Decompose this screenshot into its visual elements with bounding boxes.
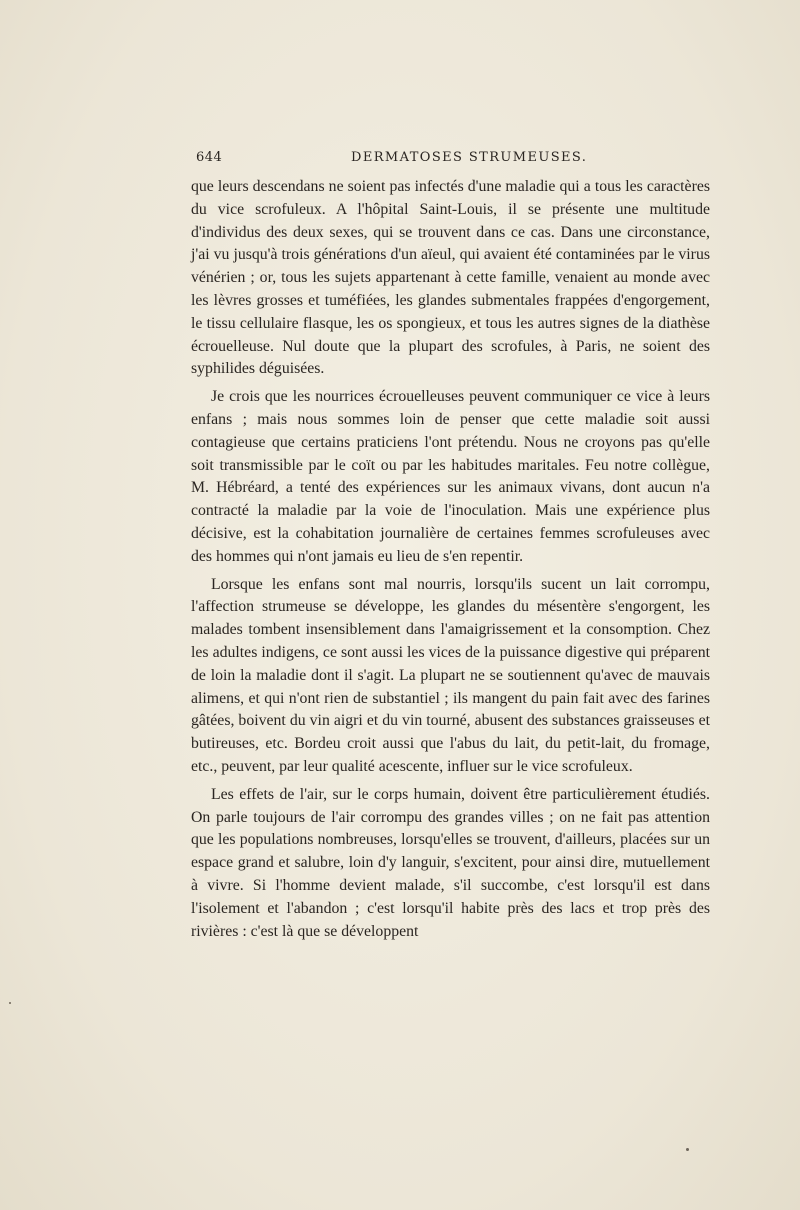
body-text: [191, 176, 710, 948]
paragraph-4: Les effets de l'air, sur le corps humain, doivent être particulièrement étudiés. On parle toujours de l'air corrompu des grandes villes ; on ne fait pas attention que les populations nombreuses, lorsqu'elles se trouvent, d'ailleurs, placées sur un espace grand et salubre, loin d'y languir, s'excitent, pour ainsi dire, mutuellement à vivre. Si l'homme devient malade, s'il succombe, c'est lorsqu'il est dans l'isolement et l'abandon ; c'est lorsqu'il habite près des lacs et trop près des rivières : c'est là que se développent: [191, 785, 710, 940]
running-title: DERMATOSES STRUMEUSES.: [351, 150, 588, 165]
page-header: [191, 150, 710, 170]
page-number: 644: [196, 150, 223, 165]
paragraph-2: Je crois que les nourrices écrouelleuses peuvent communiquer ce vice à leurs enfans ; mais nous sommes loin de penser que cette maladie soit aussi contagieuse que certains praticiens l'ont prétendu. Nous ne croyons pas qu'elle soit transmissible par le coït ou par les habitudes maritales. Feu notre collègue, M. Hébréard, a tenté des expériences sur les animaux vivans, dont aucun n'a contracté la maladie par la voie de l'inoculation. Mais une expérience plus décisive, est la cohabitation journalière de certaines femmes scrofuleuses avec des hommes qui n'ont jamais eu lieu de s'en repentir.: [191, 388, 710, 565]
paragraph-1: que leurs descendans ne soient pas infectés d'une maladie qui a tous les caractères du vice scrofuleux. A l'hôpital Saint-Louis, il se présente une multitude d'individus des deux sexes, qui se trouvent dans ce cas. Dans une circonstance, j'ai vu jusqu'à trois générations d'un aïeul, qui avaient été contaminées par le virus vénérien ; or, tous les sujets appartenant à cette famille, venaient au monde avec les lèvres grosses et tuméfiées, les glandes submentales frappées d'engorgement, le tissu cellulaire flasque, les os spongieux, et tous les autres signes de la diathèse écrouelleuse. Nul doute que la plupart des scrofules, à Paris, ne soient des syphilides déguisées.: [191, 178, 710, 378]
paper-speck: [9, 1002, 11, 1004]
paragraph-3: Lorsque les enfans sont mal nourris, lorsqu'ils sucent un lait corrompu, l'affection strumeuse se développe, les glandes du mésentère s'engorgent, les malades tombent insensiblement dans l'amaigrissement et la consomption. Chez les adultes indigens, ce sont aussi les vices de la puissance digestive qui préparent de loin la maladie dont il s'agit. La plupart ne se soutiennent qu'avec de mauvais alimens, et qui n'ont rien de substantiel ; ils mangent du pain fait avec des farines gâtées, boivent du vin aigri et du vin tourné, abusent des substances graisseuses et butireuses, etc. Bordeu croit aussi que l'abus du lait, du petit-lait, du fromage, etc., peuvent, par leur qualité acescente, influer sur le vice scrofuleux.: [191, 575, 710, 775]
paper-speck: [686, 1148, 689, 1151]
